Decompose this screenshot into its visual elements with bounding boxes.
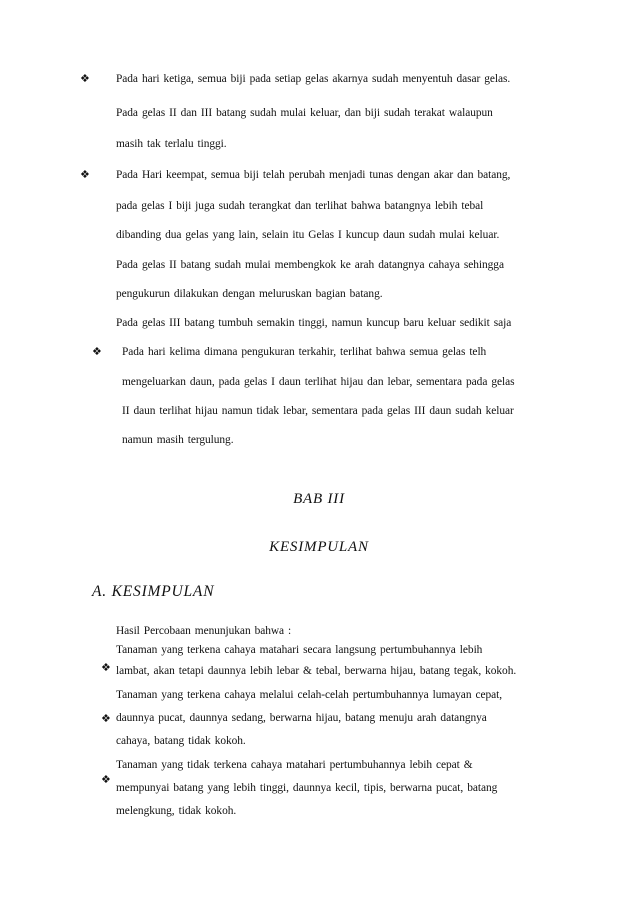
bullet-icon: ❖ <box>101 773 111 786</box>
paragraph-line: Pada gelas III batang tumbuh semakin tinggi, namun kuncup baru keluar sedikit saja <box>116 317 512 329</box>
paragraph-line: dibanding dua gelas yang lain, selain itu Gelas I kuncup daun sudah mulai keluar. <box>116 229 500 241</box>
chapter-heading: BAB III <box>293 491 345 507</box>
list-item-line: lambat, akan tetapi daunnya lebih lebar & tebal, berwarna hijau, batang tegak, kokoh. <box>116 665 517 677</box>
paragraph-line: masih tak terlalu tinggi. <box>116 138 227 150</box>
bullet-icon: ❖ <box>92 345 102 358</box>
bullet-icon: ❖ <box>101 712 111 725</box>
bullet-icon: ❖ <box>80 72 90 85</box>
paragraph-line: Pada hari kelima dimana pengukuran terkahir, terlihat bahwa semua gelas telh <box>122 346 487 358</box>
paragraph-line: Pada gelas II batang sudah mulai membengkok ke arah datangnya cahaya sehingga <box>116 259 504 271</box>
paragraph-line: pada gelas I biji juga sudah terangkat dan terlihat bahwa batangnya lebih tebal <box>116 200 484 212</box>
list-item-line: Tanaman yang tidak terkena cahaya matahari pertumbuhannya lebih cepat & <box>116 759 473 771</box>
list-item-line: melengkung, tidak kokoh. <box>116 805 237 817</box>
bullet-icon: ❖ <box>101 661 111 674</box>
paragraph-line: Pada hari ketiga, semua biji pada setiap gelas akarnya sudah menyentuh dasar gelas. <box>116 73 511 85</box>
list-item-line: daunnya pucat, daunnya sedang, berwarna hijau, batang menuju arah datangnya <box>116 712 487 724</box>
chapter-title: KESIMPULAN <box>269 539 369 555</box>
section-heading: A. KESIMPULAN <box>92 583 215 600</box>
bullet-icon: ❖ <box>80 168 90 181</box>
paragraph-line: II daun terlihat hijau namun tidak lebar, sementara pada gelas III daun sudah keluar <box>122 405 514 417</box>
paragraph-line: Pada gelas II dan III batang sudah mulai keluar, dan biji sudah terakat walaupun <box>116 107 493 119</box>
paragraph-line: Hasil Percobaan menunjukan bahwa : <box>116 625 292 637</box>
paragraph-line: Pada Hari keempat, semua biji telah perubah menjadi tunas dengan akar dan batang, <box>116 169 511 181</box>
list-item-line: Tanaman yang terkena cahaya matahari secara langsung pertumbuhannya lebih <box>116 644 483 656</box>
paragraph-line: pengukurun dilakukan dengan meluruskan bagian batang. <box>116 288 383 300</box>
paragraph-line: namun masih tergulung. <box>122 434 234 446</box>
paragraph-line: mengeluarkan daun, pada gelas I daun terlihat hijau dan lebar, sementara pada gelas <box>122 376 515 388</box>
list-item-line: Tanaman yang terkena cahaya melalui celah-celah pertumbuhannya lumayan cepat, <box>116 689 503 701</box>
list-item-line: mempunyai batang yang lebih tinggi, daunnya kecil, tipis, berwarna pucat, batang <box>116 782 498 794</box>
list-item-line: cahaya, batang tidak kokoh. <box>116 735 246 747</box>
